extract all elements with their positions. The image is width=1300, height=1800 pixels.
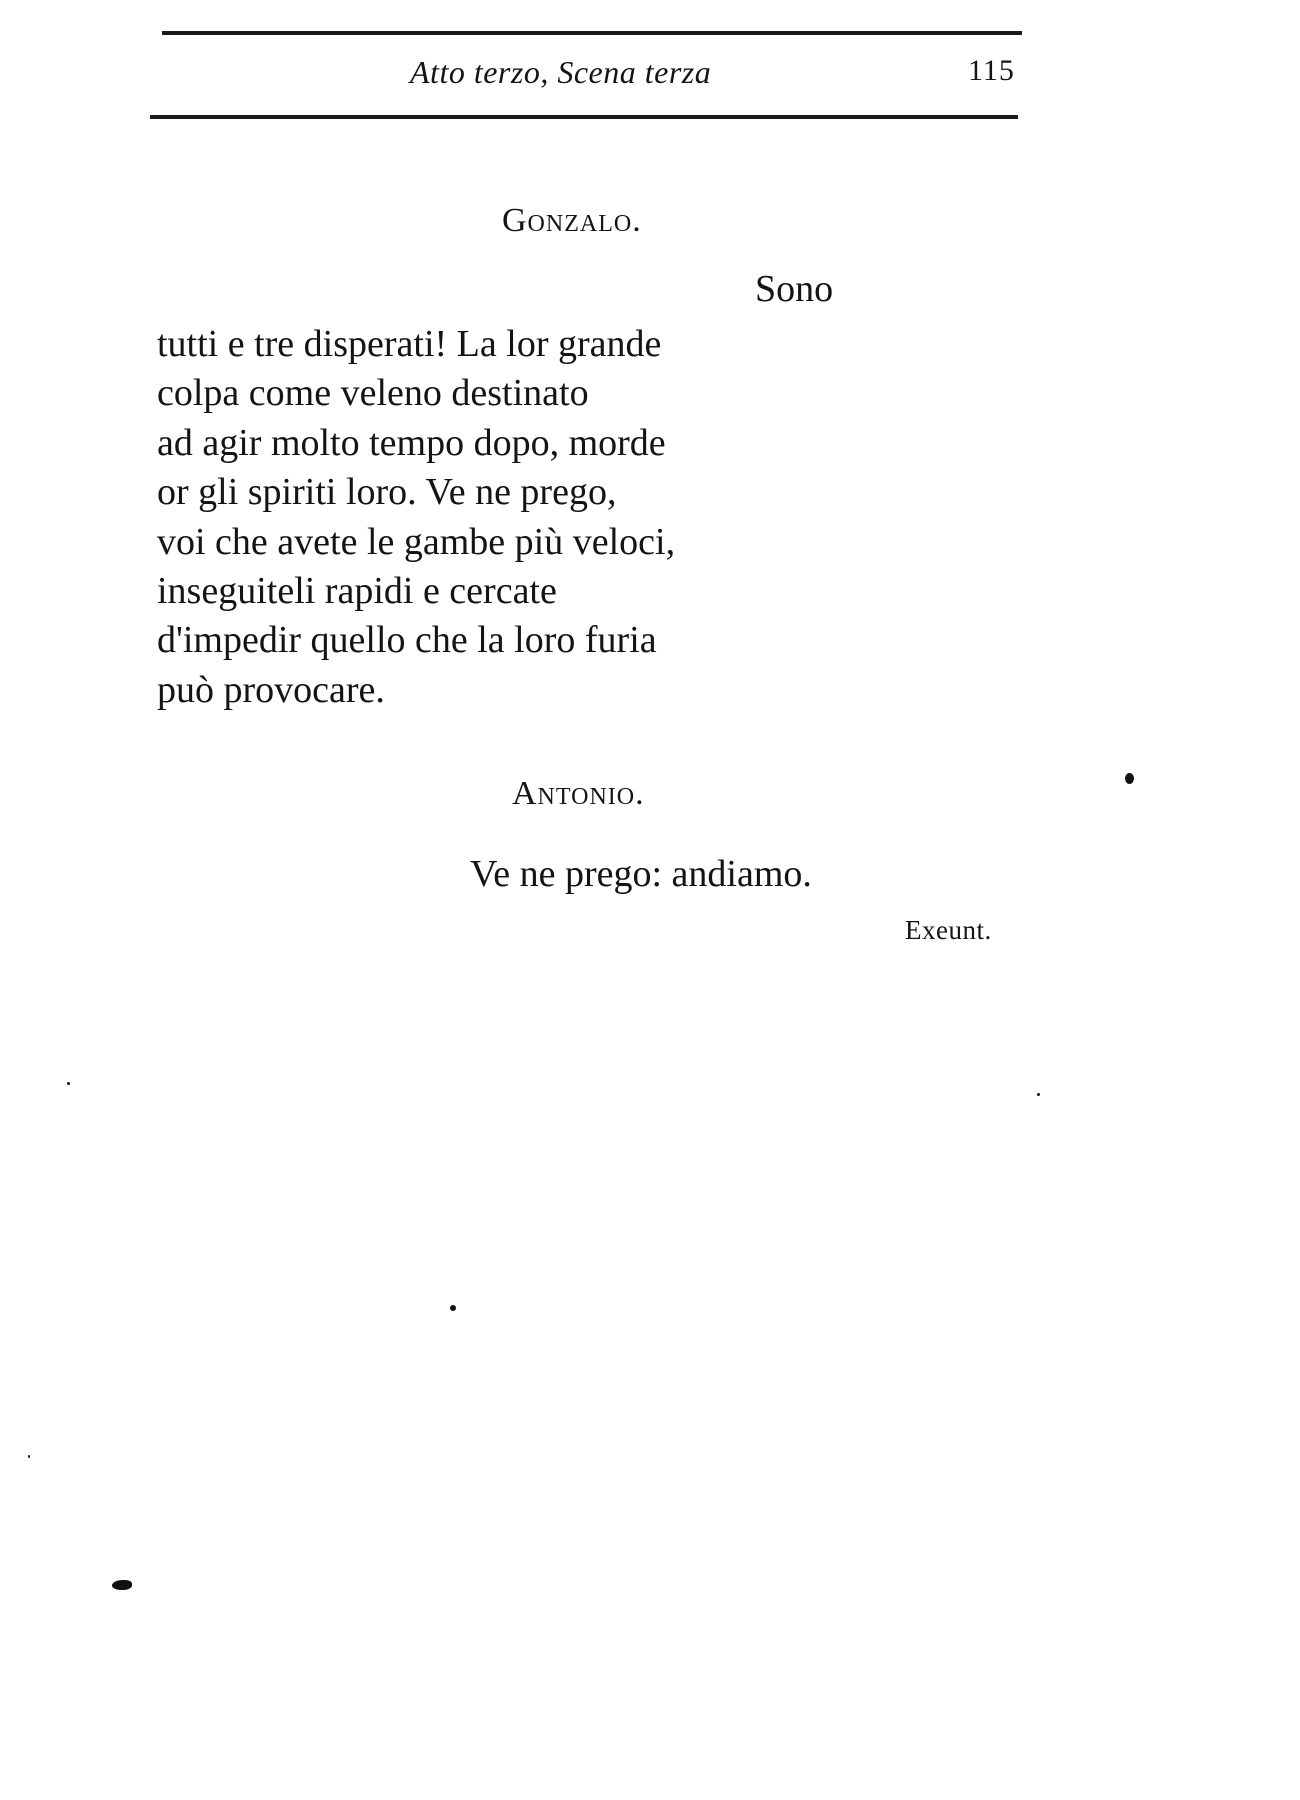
- stage-direction: Exeunt.: [905, 915, 992, 945]
- header-rule-top: [162, 31, 1022, 35]
- scan-speck: [450, 1305, 456, 1311]
- verse-line: ad agir molto tempo dopo, morde: [157, 421, 666, 464]
- scan-speck: [28, 1455, 30, 1458]
- speaker-gonzalo: Gonzalo.: [502, 202, 642, 239]
- running-title: Atto terzo, Scena terza: [410, 54, 712, 90]
- gonzalo-speech: [157, 320, 675, 715]
- running-head: [0, 54, 1300, 94]
- verse-line: Ve ne prego: andiamo.: [470, 853, 812, 895]
- verse-line: inseguiteli rapidi e cercate: [157, 570, 557, 613]
- verse-line: Sono: [755, 268, 834, 310]
- speaker-antonio: Antonio.: [512, 775, 645, 812]
- scan-speck: [67, 1082, 70, 1085]
- header-rule-bottom: [150, 115, 1018, 119]
- verse-line: d'impedir quello che la loro furia: [157, 619, 657, 662]
- verse-line: or gli spiriti loro. Ve ne prego,: [157, 471, 617, 514]
- verse-line: voi che avete le gambe più veloci,: [157, 520, 676, 563]
- verse-line: colpa come veleno destinato: [157, 372, 589, 415]
- scan-speck: [112, 1580, 132, 1590]
- scan-speck: [1037, 1093, 1040, 1096]
- verse-line: tutti e tre disperati! La lor grande: [157, 323, 662, 365]
- page-number: 115: [968, 54, 1015, 87]
- scan-speck: [1125, 773, 1134, 784]
- verse-line: può provocare.: [157, 668, 385, 711]
